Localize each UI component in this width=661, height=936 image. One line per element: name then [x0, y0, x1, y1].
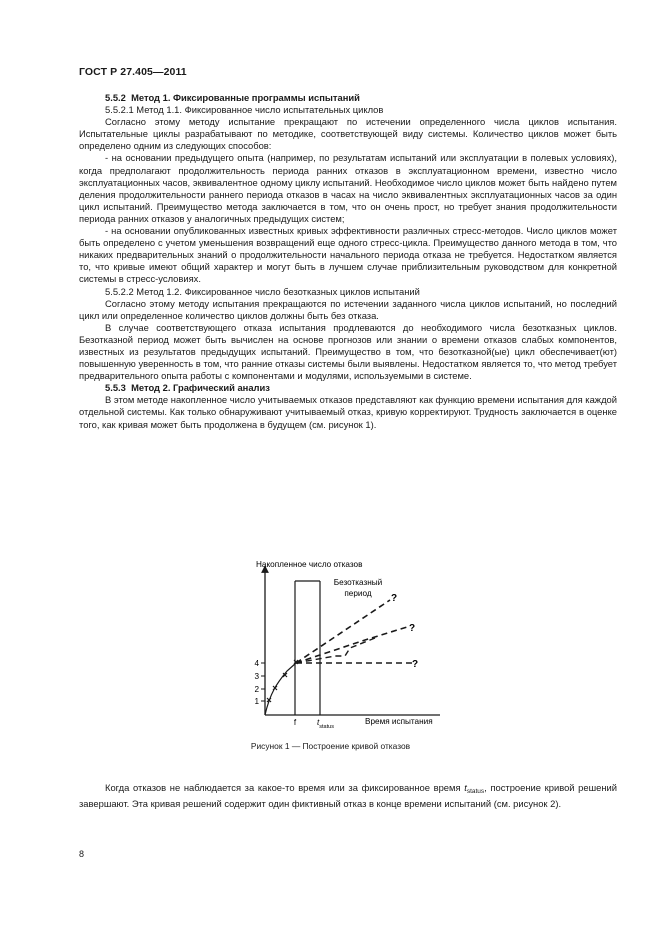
x-tick-f: f: [293, 718, 297, 727]
paragraph-7: [79, 782, 617, 810]
question-mark-lower: ?: [412, 659, 419, 670]
closing-paragraph: [79, 782, 617, 810]
section-5-5-2-2-heading: 5.5.2.2 Метод 1.2. Фиксированное число безотказных циклов испытаний: [105, 285, 420, 297]
text-part: , построение кривой решений завершают. Эта кривая решений содержит один фиктивный отказ в конце времени испытаний (см. рисунок 2).: [79, 782, 617, 810]
text-part: Когда отказов не наблюдается за какое-то время или за фиксированное время: [105, 782, 465, 793]
t-subscript: status: [466, 788, 485, 795]
y-tick-label: 1: [254, 697, 259, 706]
t-symbol: t: [464, 782, 467, 793]
extrapolation-middle: [296, 627, 407, 663]
observed-failure-curve: [265, 663, 296, 715]
section-number: 5.5.3: [105, 382, 126, 394]
question-mark-middle: ?: [409, 623, 416, 634]
y-tick-label: 4: [254, 659, 259, 668]
body-text: [79, 92, 617, 431]
paragraph-2: - на основании предыдущего опыта (например, по результатам испытаний или эксплуатации в полевых условиях), когда предполагают продолжительность периода ранних отказов в эксплуатационном времени, известно число эксплуатационных часов, эквивалентное одному циклу испытаний. Необходимое число циклов может быть найдено путем деления продолжительности раннего периода отказов в часах на число эквивалентных эксплуатационных часов за один цикл испытаний. Преимущество метода заключается в том, что он очень прост, но требует знания продолжительности периода ранних отказов у аналогичных предыдущих систем;: [79, 152, 617, 224]
figure-caption: Рисунок 1 — Построение кривой отказов: [250, 741, 411, 751]
paragraph-1: Согласно этому методу испытание прекращают по истечении определенного числа циклов испытания. Испытательные циклы разрабатывают по методике, соответствующей виду системы. Количество циклов может быть определено одним из следующих способов:: [79, 116, 617, 152]
region-label-line2: период: [344, 589, 372, 598]
t-status: [464, 782, 484, 793]
x-tick-t-subscript: status: [319, 724, 334, 730]
page-number: 8: [79, 849, 85, 859]
paragraph-3: - на основании опубликованных известных кривых эффективности различных стресс-методов. Число циклов может быть определено с учетом уменьшения возвращений еще одного стресс-цикла. Преимущество данного метода в том, что никаких предварительных знаний о продолжительности начального периода отказа не требуется. Недостатком является то, что кривые имеют общий характер и могут быть в лучшем случае приблизительным руководством для конкретной системы в стресс-условиях.: [79, 225, 617, 285]
section-title: Метод 1. Фиксированные программы испытаний: [131, 92, 360, 103]
x-axis-label: Время испытания: [365, 717, 433, 726]
extrapolation-upper: [296, 600, 390, 663]
paragraph-6: В этом методе накопленное число учитываемых отказов представляют как функцию времени испытания для каждой отдельной системы. Как только обнаруживают учитываемый отказ, кривую корректируют. Трудность заключается в оценке того, как кривая может быть продолжена в будущем (см. рисунок 1).: [79, 394, 617, 430]
section-5-5-2-1-heading: 5.5.2.1 Метод 1.1. Фиксированное число испытательных циклов: [105, 104, 384, 116]
y-tick-label: 2: [254, 685, 259, 694]
section-title: Метод 2. Графический анализ: [131, 382, 270, 394]
x-tick-t-status: [317, 718, 334, 730]
failure-curve-figure: [225, 555, 455, 740]
section-number: 5.5.2: [105, 92, 126, 103]
section-5-5-3-heading: [79, 382, 617, 394]
y-axis-label: Накопленное число отказов: [256, 560, 363, 569]
x-tick-t: t: [317, 718, 320, 727]
y-ticks: [254, 659, 265, 706]
region-label-line1: Безотказный: [333, 578, 383, 587]
y-tick-label: 3: [254, 672, 259, 681]
paragraph-4: Согласно этому методу испытания прекращаются по истечении заданного числа циклов испытаний, но последний цикл или определенное количество циклов должны быть без отказа.: [79, 297, 617, 321]
question-mark-upper: ?: [391, 593, 398, 604]
section-5-5-2-heading: [79, 92, 617, 104]
paragraph-5: В случае соответствующего отказа испытания продлеваются до необходимого числа безотказных циклов. Безотказной период может быть вычислен на основе прогнозов или знании о времени отказов слабых компонентов, известных из результатов предыдущих испытаний. Преимущество в том, что безотказной(ые) цикл обеспечивает(ют) повышенную уверенность в том, что ранние отказы системы были выявлены. Недостатком является то, что метод требует предварительного опыта работы с компонентами и модулями, используемыми в системе.: [79, 321, 617, 382]
document-header: ГОСТ Р 27.405—2011: [79, 66, 187, 78]
failure-curve-diagram: [225, 555, 455, 740]
